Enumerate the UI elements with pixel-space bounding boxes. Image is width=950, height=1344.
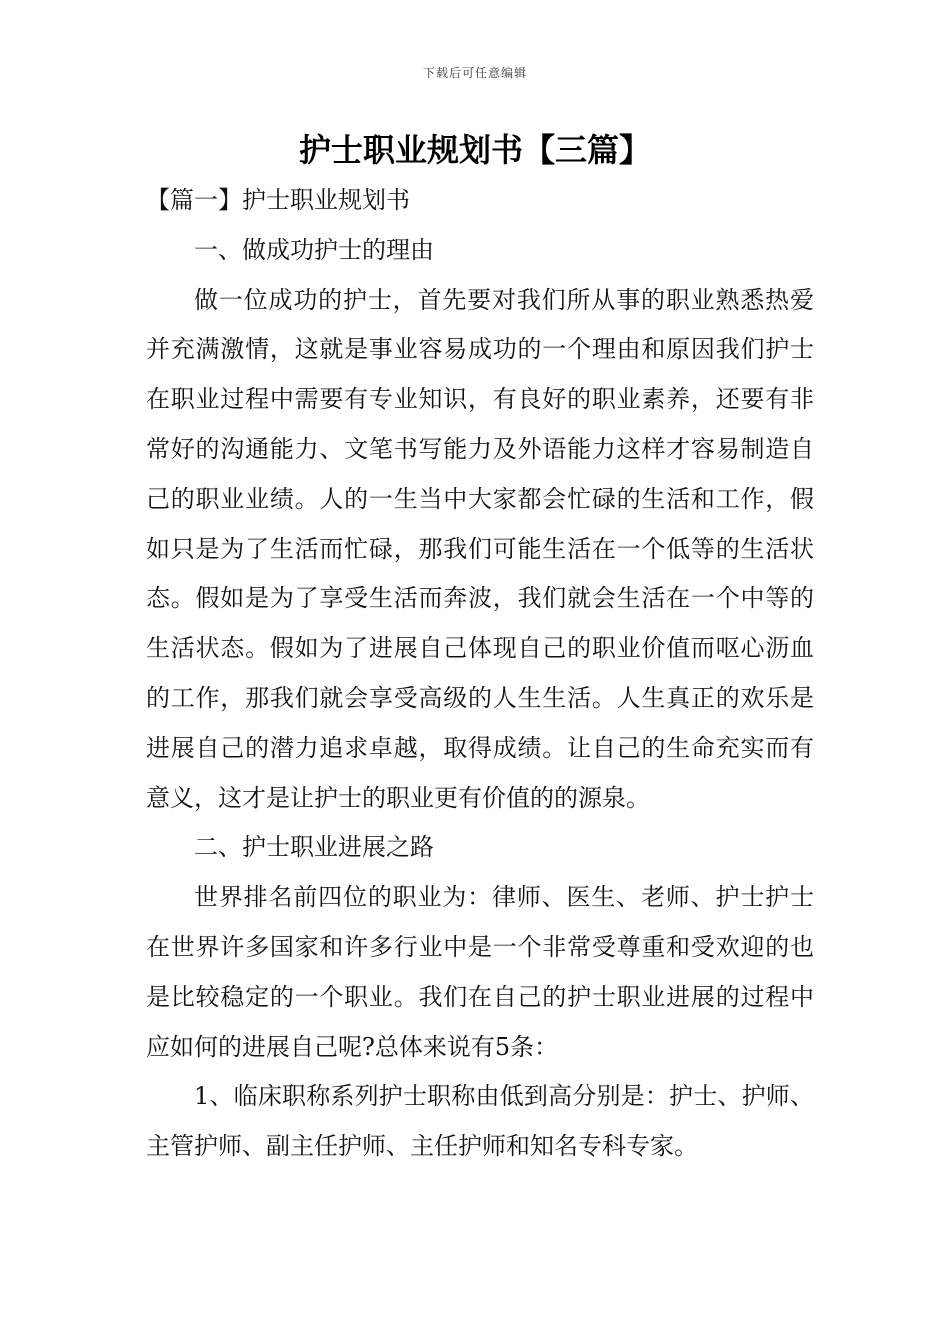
document-body <box>146 176 814 1172</box>
header-note: 下载后可任意编辑 <box>422 66 527 80</box>
list-item-1: 1、临床职称系列护士职称由低到高分别是：护士、护师、主管护师、副主任护师、主任护师和知名专科专家。 <box>146 1082 814 1161</box>
section1-heading: 一、做成功护士的理由 <box>194 235 434 264</box>
document-title: 护士职业规划书【三篇】 <box>298 131 651 169</box>
section1-paragraph: 做一位成功的护士，首先要对我们所从事的职业熟悉热爱并充满激情，这就是事业容易成功的一个理由和原因我们护士在职业过程中需要有专业知识，有良好的职业素养，还要有非常好的沟通能力、文笔书写能力及外语能力这样才容易制造自己的职业业绩。人的一生当中大家都会忙碌的生活和工作，假如只是为了生活而忙碌，那我们可能生活在一个低等的生活状态。假如是为了享受生活而奔波，我们就会生活在一个中等的生活状态。假如为了进展自己体现自己的职业价值而呕心沥血的工作，那我们就会享受高级的人生生活。人生真正的欢乐是进展自己的潜力追求卓越，取得成绩。让自己的生命充实而有意义，这才是让护士的职业更有价值的的源泉。 <box>146 285 814 812</box>
section2-paragraph: 世界排名前四位的职业为：律师、医生、老师、护士护士在世界许多国家和许多行业中是一个非常受尊重和受欢迎的也是比较稳定的一个职业。我们在自己的护士职业进展的过程中应如何的进展自己呢?总体来说有5条： <box>146 883 814 1061</box>
part-heading: 【篇一】护士职业规划书 <box>146 186 410 214</box>
section2-heading: 二、护士职业进展之路 <box>194 833 434 862</box>
